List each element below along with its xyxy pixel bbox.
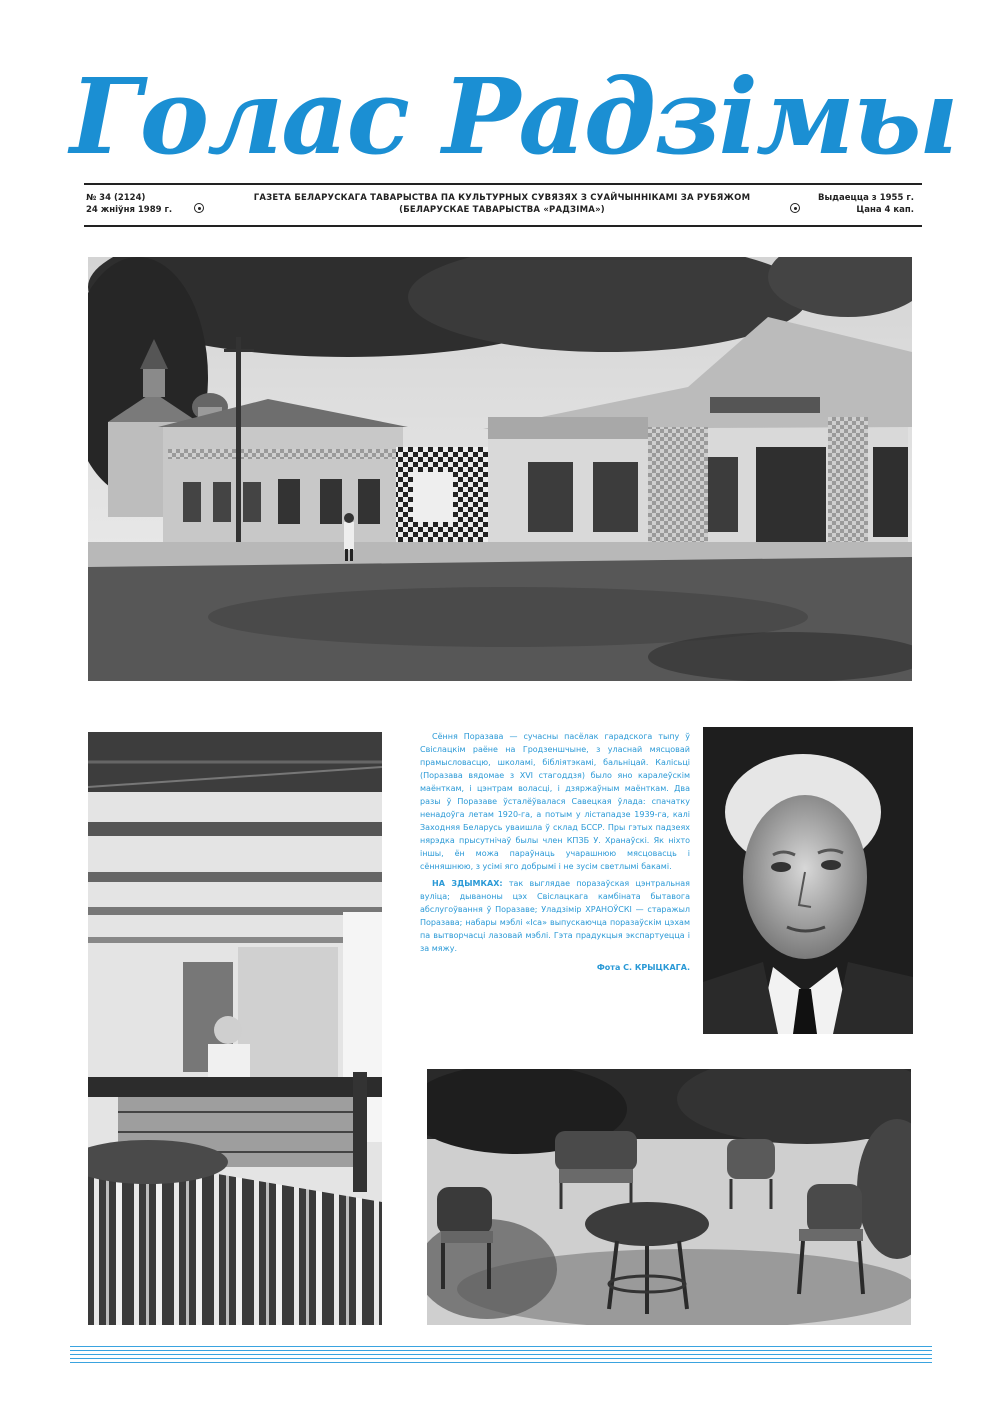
header-info-strip	[84, 183, 922, 227]
caption-label: НА ЗДЫМКАХ:	[432, 879, 503, 888]
divider	[70, 1350, 932, 1351]
price: Цана 4 кап.	[856, 205, 914, 215]
description-line-2: (БЕЛАРУСКАЕ ТАВАРЫСТВА «РАДЗІМА»)	[399, 205, 605, 215]
furniture-photo	[427, 1069, 911, 1325]
street-photo	[88, 257, 912, 681]
divider	[70, 1346, 932, 1347]
ornament-circle-icon	[790, 203, 800, 213]
issue-number: № 34 (2124)	[86, 193, 146, 203]
ornament-circle-icon	[194, 203, 204, 213]
caption-paragraph: Сёння Поразава — сучасны пасёлак гарадскога тыпу ў Свіслацкім раёне на Гродзеншчыне, з уласнай мясцовай прамысловасцю, школамі, бібліятэкамі, бальніцай. Калісьці (Поразава вядомае з XVI стагоддзя) было яно каралеўскім маёнткам, і цэнтрам воласці, і дзяржаўным маёнткам. Два разы ў Поразаве ўсталёўвалася Савецкая ўлада: спачатку ненадоўга летам 1920-га, а потым у лістападзе 1939-га, калі Заходняя Беларусь уваишла ў склад БССР. Пры гэтых падзеях нярэдка прысутнічаў былы член КПЗБ У. Хранаўскі. Як ніхто іншы, ён можа параўнаць учарашнюю мясцовасць і сённяшнюю, з усімі яго добрымі і не зусім светлымі бакамі.	[420, 732, 690, 871]
newspaper-description	[232, 192, 772, 216]
newspaper-title: Голас Радзімы	[70, 55, 957, 178]
publication-info	[818, 192, 914, 216]
divider	[70, 1358, 932, 1359]
bottom-decorative-rules	[70, 1346, 932, 1366]
divider	[70, 1354, 932, 1355]
photo-credit: Фота С. КРЫЦКАГА.	[596, 963, 690, 972]
published-since: Выдаецца з 1955 г.	[817, 193, 914, 203]
masthead	[70, 42, 957, 192]
weaving-workshop-photo	[88, 732, 382, 1325]
issue-info	[86, 192, 172, 216]
caption-paragraph	[420, 877, 690, 955]
issue-date: 24 жніўня 1989 г.	[86, 205, 173, 215]
portrait-photo	[703, 727, 913, 1034]
description-line-1: ГАЗЕТА БЕЛАРУСКАГА ТАВАРЫСТВА ПА КУЛЬТУРНЫХ СУВЯЗЯХ З СУАЙЧЫННІКАМІ ЗА РУБЯЖОМ	[253, 193, 751, 203]
divider	[70, 1362, 932, 1363]
photo-caption	[420, 730, 690, 978]
caption-photo-descriptions: так выглядае поразаўская цэнтральная вуліца; дываноны цэх Свіслацкага камбіната бытавога абслугоўвання ў Поразаве; Уладзімір ХРАНОЎСКІ — старажыл Поразава; набары мэблі «Іса» выпускаючца поразаўскім цэхам па вытворчасці лазовай мэблі. Гэта прадукцыя экспартуецца і за мяжу.	[420, 879, 690, 953]
